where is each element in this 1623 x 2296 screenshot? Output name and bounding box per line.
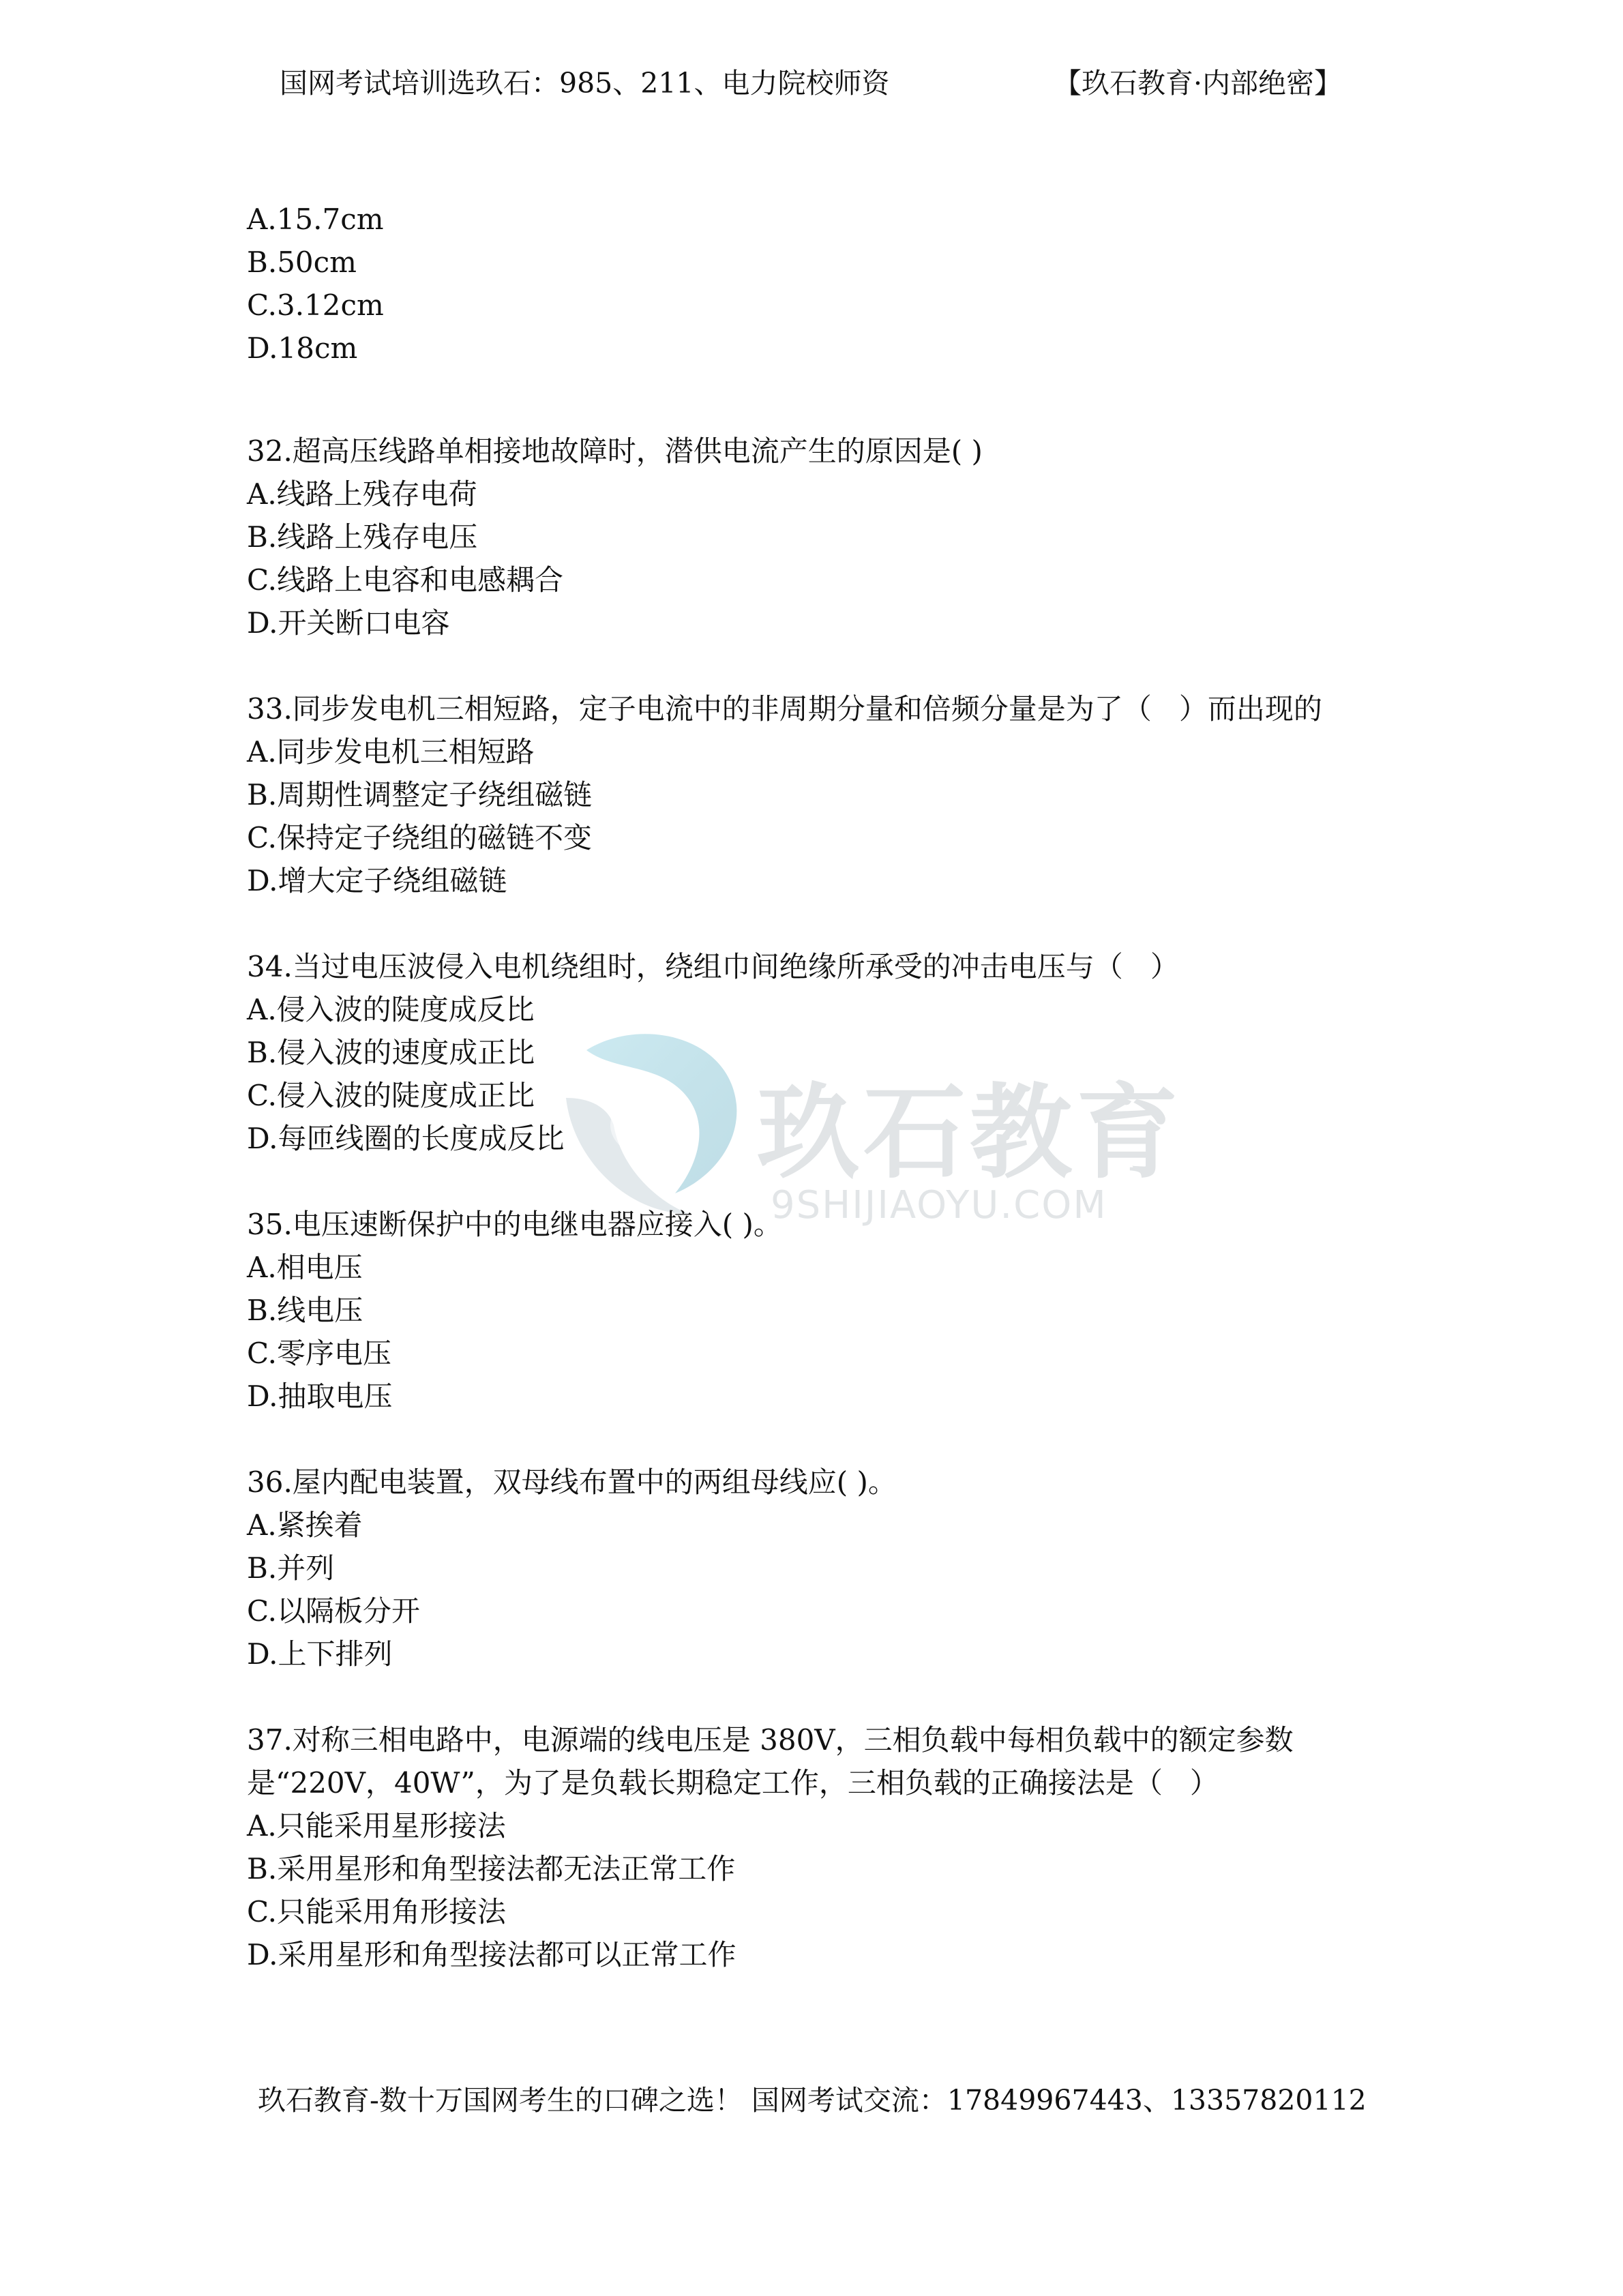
page-footer: 玖石教育-数十万国网考生的口碑之选！ 国网考试交流：17849967443、13357820112 xyxy=(258,2084,1367,2117)
question-block xyxy=(247,945,1386,1160)
option-a: A.同步发电机三相短路 xyxy=(247,735,535,769)
question-stem: 36.屋内配电装置，双母线布置中的两组母线应( )。 xyxy=(247,1465,897,1499)
question-stem: 35.电压速断保护中的电继电器应接入( )。 xyxy=(247,1208,782,1241)
question-stem: 32.超高压线路单相接地故障时，潜供电流产生的原因是( ) xyxy=(247,434,983,468)
option-d: D.18cm xyxy=(247,331,358,365)
header-right-text: 【玖石教育·内部绝密】 xyxy=(1054,67,1343,100)
option-a: A.侵入波的陡度成反比 xyxy=(247,993,535,1026)
option-b: B.线电压 xyxy=(247,1294,363,1327)
option-d: D.开关断口电容 xyxy=(247,606,450,640)
question-block xyxy=(247,198,1386,370)
question-block xyxy=(247,1461,1386,1675)
option-c: C.3.12cm xyxy=(247,288,384,322)
header-left-text: 国网考试培训选玖石：985、211、电力院校师资 xyxy=(280,67,890,100)
option-c: C.零序电压 xyxy=(247,1337,391,1370)
option-d: D.上下排列 xyxy=(247,1637,393,1671)
question-block xyxy=(247,687,1386,902)
watermark-subtitle: 9SHIJIAOYU.COM xyxy=(771,1183,1107,1227)
option-c: C.侵入波的陡度成正比 xyxy=(247,1079,535,1112)
option-b: B.采用星形和角型接法都无法正常工作 xyxy=(247,1852,736,1885)
option-d: D.增大定子绕组磁链 xyxy=(247,864,507,897)
option-c: C.以隔板分开 xyxy=(247,1594,420,1628)
option-b: B.侵入波的速度成正比 xyxy=(247,1036,535,1069)
question-stem: 34.当过电压波侵入电机绕组时，绕组巾间绝缘所承受的冲击电压与（ ） xyxy=(247,950,1179,983)
option-d: D.抽取电压 xyxy=(247,1380,393,1413)
option-a: A.紧挨着 xyxy=(247,1508,363,1542)
option-d: D.采用星形和角型接法都可以正常工作 xyxy=(247,1938,736,1971)
option-c: C.只能采用角形接法 xyxy=(247,1895,506,1928)
option-a: A.相电压 xyxy=(247,1251,363,1284)
question-block xyxy=(247,1718,1386,1976)
option-b: B.周期性调整定子绕组磁链 xyxy=(247,778,593,811)
question-block xyxy=(247,1203,1386,1418)
option-a: A.线路上残存电荷 xyxy=(247,477,477,511)
question-stem: 33.同步发电机三相短路，定子电流中的非周期分量和倍频分量是为了（ ）而出现的 xyxy=(247,692,1322,726)
watermark-title: 玖石教育 xyxy=(757,1074,1183,1193)
option-b: B.线路上残存电压 xyxy=(247,520,478,554)
question-block xyxy=(247,430,1386,644)
question-stem: 37.对称三相电路中，电源端的线电压是 380V，三相负载中每相负载中的额定参数是“220V，40W”，为了是负载长期稳定工作，三相负载的正确接法是（ ） xyxy=(247,1723,1294,1800)
option-a: A.只能采用星形接法 xyxy=(247,1809,506,1843)
option-a: A.15.7cm xyxy=(247,203,384,236)
option-d: D.每匝线圈的长度成反比 xyxy=(247,1122,565,1155)
question-list xyxy=(247,198,1386,2019)
option-b: B.并列 xyxy=(247,1551,335,1585)
page-header xyxy=(280,63,1384,104)
option-c: C.线路上电容和电感耦合 xyxy=(247,563,563,597)
option-c: C.保持定子绕组的磁链不变 xyxy=(247,821,592,854)
option-b: B.50cm xyxy=(247,245,357,279)
